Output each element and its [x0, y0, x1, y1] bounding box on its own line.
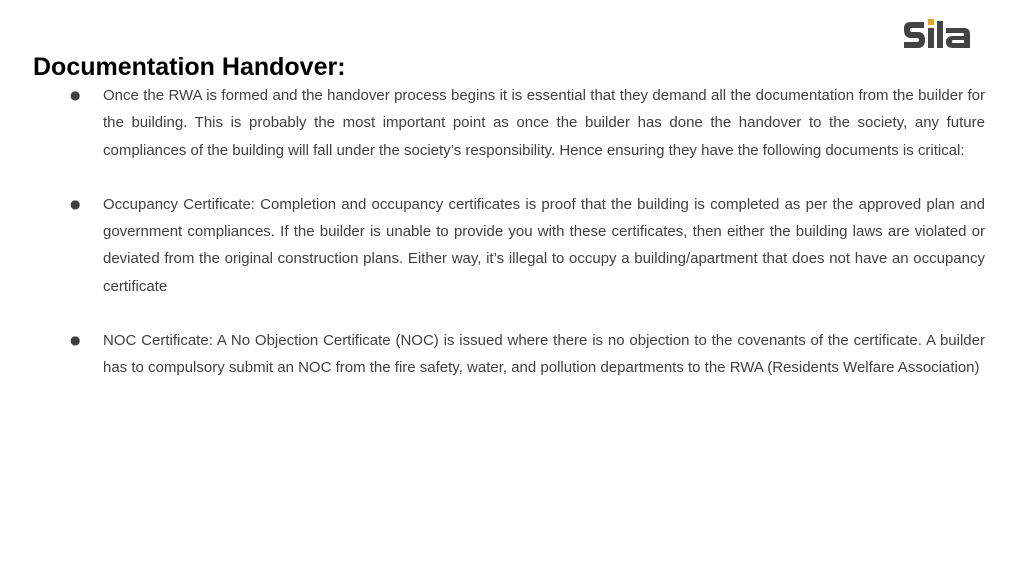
bullet-text: Occupancy Certificate: Completion and occupancy certificates is proof that the building is completed as per the approved plan and government compliances. If the builder is unable to provide you with these certificates, then either the building laws are violated or deviated from the original construction plans. Either way, it’s illegal to occupy a building/apartment that does not have an occupancy certificate [103, 195, 985, 295]
logo-accent-dot [928, 19, 934, 25]
bullet-text: Once the RWA is formed and the handover process begins it is essential that they demand all the documentation from the builder for the building. This is probably the most important point as once the builder has done the handover to the society, any future compliances of the building will fall under the society’s responsibility. Hence ensuring they have the following documents is critical: [103, 87, 985, 159]
bullet-icon: ● [70, 88, 81, 102]
bullet-list [63, 82, 985, 409]
logo-letter-s [904, 22, 925, 48]
sila-logo [902, 18, 992, 60]
bullet-icon: ● [70, 333, 81, 348]
page-title: Documentation Handover: [33, 53, 346, 81]
logo-letter-i [928, 28, 934, 48]
logo-letter-a [946, 28, 970, 48]
logo-letter-l [937, 21, 943, 48]
list-item [63, 191, 985, 300]
list-item [63, 327, 985, 382]
bullet-icon: ● [70, 196, 81, 211]
list-item [63, 82, 985, 164]
bullet-text: NOC Certificate: A No Objection Certificate (NOC) is issued where there is no objection to the covenants of the certificate. A builder has to compulsory submit an NOC from the fire safety, water, and pollution departments to the RWA (Residents Welfare Association) [103, 332, 985, 377]
